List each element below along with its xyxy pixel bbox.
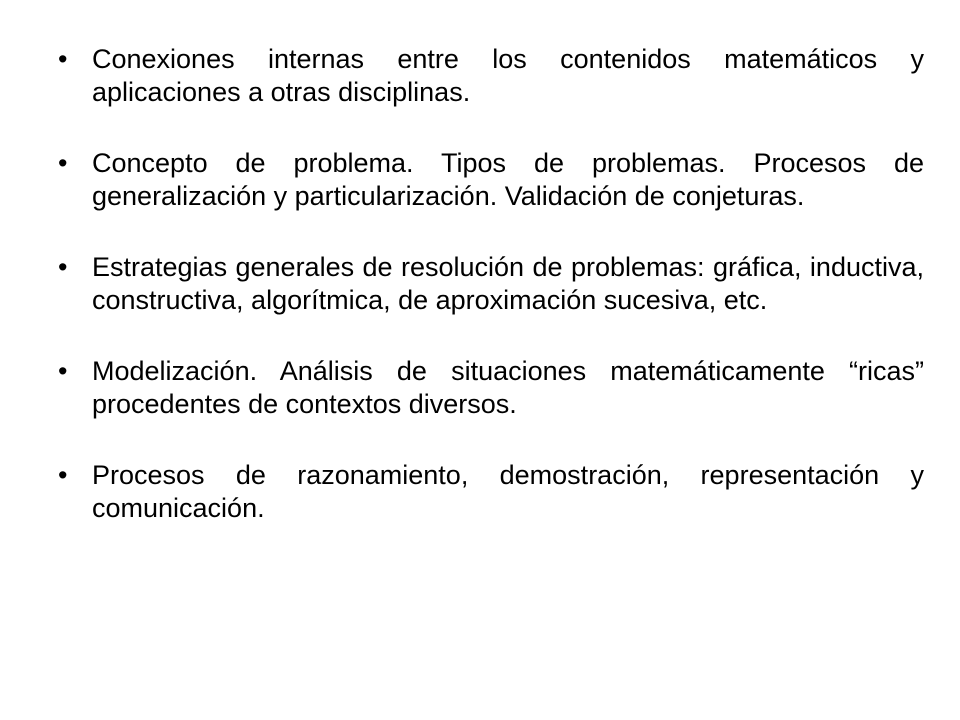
- bullet-icon: •: [58, 148, 68, 178]
- bullet-text: Estrategias generales de resolución de problemas: gráfica, inductiva, constructiva, algorítmica, de aproximación sucesiva, etc.: [92, 252, 924, 315]
- bullet-icon: •: [58, 44, 68, 74]
- bullet-text: Concepto de problema. Tipos de problemas. Procesos de generalización y particularización. Validación de conjeturas.: [92, 148, 924, 211]
- bullet-icon: •: [58, 460, 68, 490]
- bullet-text: Conexiones internas entre los contenidos matemáticos y aplicaciones a otras disciplinas.: [92, 44, 924, 107]
- bullet-item-procesos-razonamiento: [58, 459, 924, 525]
- bullet-list: [58, 43, 924, 525]
- bullet-item-modelizacion: [58, 355, 924, 421]
- bullet-text: Modelización. Análisis de situaciones matemáticamente “ricas” procedentes de contextos diversos.: [92, 356, 924, 419]
- bullet-text: Procesos de razonamiento, demostración, representación y comunicación.: [92, 460, 924, 523]
- bullet-icon: •: [58, 252, 68, 282]
- bullet-item-concepto-problema: [58, 147, 924, 213]
- bullet-item-conexiones: [58, 43, 924, 109]
- bullet-item-estrategias: [58, 251, 924, 317]
- bullet-icon: •: [58, 356, 68, 386]
